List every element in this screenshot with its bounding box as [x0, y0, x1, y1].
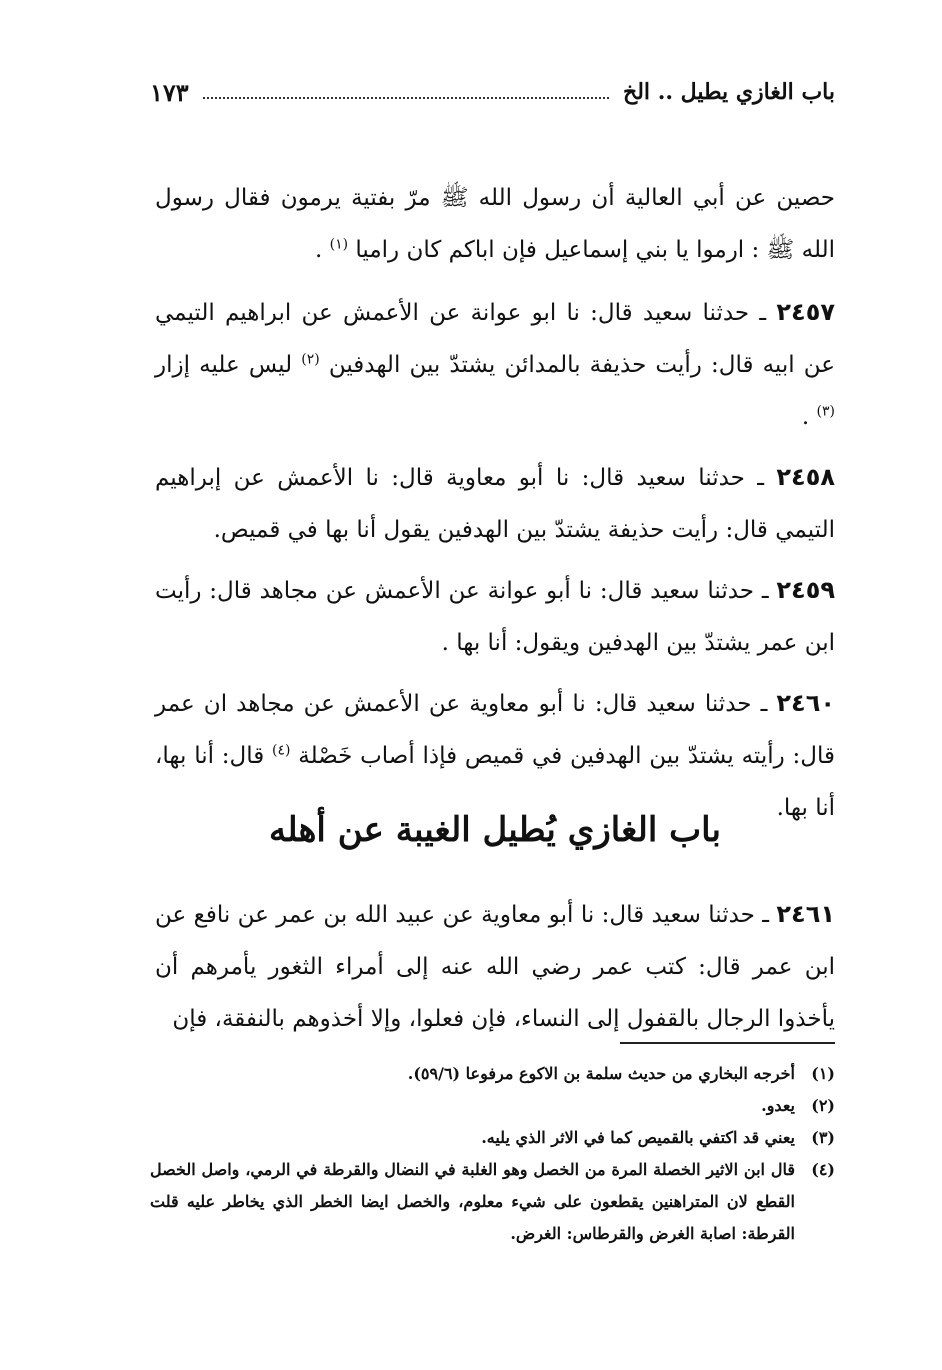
- hadith-number: ٢٤٦١: [776, 900, 835, 928]
- hadith-number: ٢٤٥٧: [776, 298, 835, 326]
- intro-end: .: [314, 237, 330, 263]
- hadith-number: ٢٤٥٨: [776, 463, 835, 491]
- footnote-mark: (٤): [811, 1160, 835, 1179]
- section-title: باب الغازي يُطيل الغيبة عن أهله: [269, 810, 721, 850]
- footnotes: [150, 1058, 835, 1250]
- footnote-item: [150, 1154, 835, 1250]
- hadith-text: ـ حدثنا سعيد قال: نا أبو معاوية عن عبيد الله بن عمر عن نافع عن ابن عمر قال: كتب عمر رضي الله عنه إلى أمراء الثغور يأمرهم أن يأخذوا الرجال بالقفول إلى النساء، فإن فعلوا، وإلا أخذوهم بالنفقة، فإن: [155, 902, 835, 1032]
- footnote-item: [150, 1122, 835, 1154]
- footnote-text: قال ابن الاثير الخصلة المرة من الخصل وهو الغلبة في النضال والقرطة في الرمي، واصل الخصل القطع لان المتراهنين يقطعون على شيء معلوم، والخصل ايضا الخطر الذي يخاطر عليه قلت القرطة: اصابة الغرض والقرطاس: الغرض.: [150, 1160, 795, 1243]
- hadith-number: ٢٤٥٩: [776, 576, 835, 604]
- footnote-mark: (٣): [811, 1128, 835, 1147]
- footnote-text: أخرجه البخاري من حديث سلمة بن الاكوع مرفوعا (٥٩/٦).: [407, 1064, 795, 1083]
- footnote-mark: (٢): [811, 1096, 835, 1115]
- intro-text: حصين عن أبي العالية أن رسول الله ﷺ مرّ بفتية يرمون فقال رسول الله ﷺ : ارموا يا بني إسماعيل فإن اباكم كان راميا: [155, 185, 835, 263]
- hadith-number: ٢٤٦٠: [776, 689, 835, 717]
- footnote-text: يعدو.: [761, 1096, 795, 1115]
- footnote-separator: [620, 1042, 835, 1044]
- hadith-text: ـ حدثنا سعيد قال: نا أبو معاوية عن الأعمش عن مجاهد ان عمر قال: رأيته يشتدّ بين الهدفين في قميص فإذا أصاب خَصْلة: [155, 691, 835, 769]
- hadith-2458: [155, 451, 835, 556]
- hadith-text: ـ حدثنا سعيد قال: نا ابو عوانة عن الأعمش عن ابراهيم التيمي عن ابيه قال: رأيت حذيفة بالمدائن يشتدّ بين الهدفين: [155, 300, 836, 378]
- header-dot-leader: [203, 97, 609, 99]
- footnote-item: [150, 1058, 835, 1090]
- footnote-item: [150, 1090, 835, 1122]
- footnote-ref: (١): [329, 236, 349, 253]
- footnote-ref: (٤): [272, 742, 291, 759]
- hadith-text: ـ حدثنا سعيد قال: نا أبو عوانة عن الأعمش عن مجاهد قال: رأيت ابن عمر يشتدّ بين الهدفين ويقول: أنا بها .: [155, 578, 835, 656]
- hadith-text: ـ حدثنا سعيد قال: نا أبو معاوية قال: نا الأعمش عن إبراهيم التيمي قال: رأيت حذيفة يشتدّ بين الهدفين يقول أنا بها في قميص.: [155, 465, 835, 543]
- section-text: [155, 888, 835, 1053]
- footnote-text: يعني قد اكتفي بالقميص كما في الاثر الذي يليه.: [481, 1128, 795, 1147]
- hadith-2457: [155, 286, 835, 443]
- main-text: [155, 172, 835, 842]
- page-header: [150, 72, 835, 112]
- footnote-mark: (١): [811, 1064, 835, 1083]
- page-number: ١٧٣: [150, 77, 189, 107]
- running-title: باب الغازي يطيل .. الخ: [623, 79, 835, 105]
- intro-paragraph: [155, 172, 835, 276]
- hadith-text: ليس عليه إزار: [155, 352, 302, 378]
- hadith-2459: [155, 564, 835, 669]
- footnote-ref: (٢): [301, 351, 320, 368]
- hadith-text: قال: أنا بها، أنا بها.: [155, 743, 835, 821]
- hadith-end: .: [801, 404, 817, 430]
- footnote-ref: (٣): [816, 403, 835, 420]
- hadith-2461: [155, 888, 835, 1045]
